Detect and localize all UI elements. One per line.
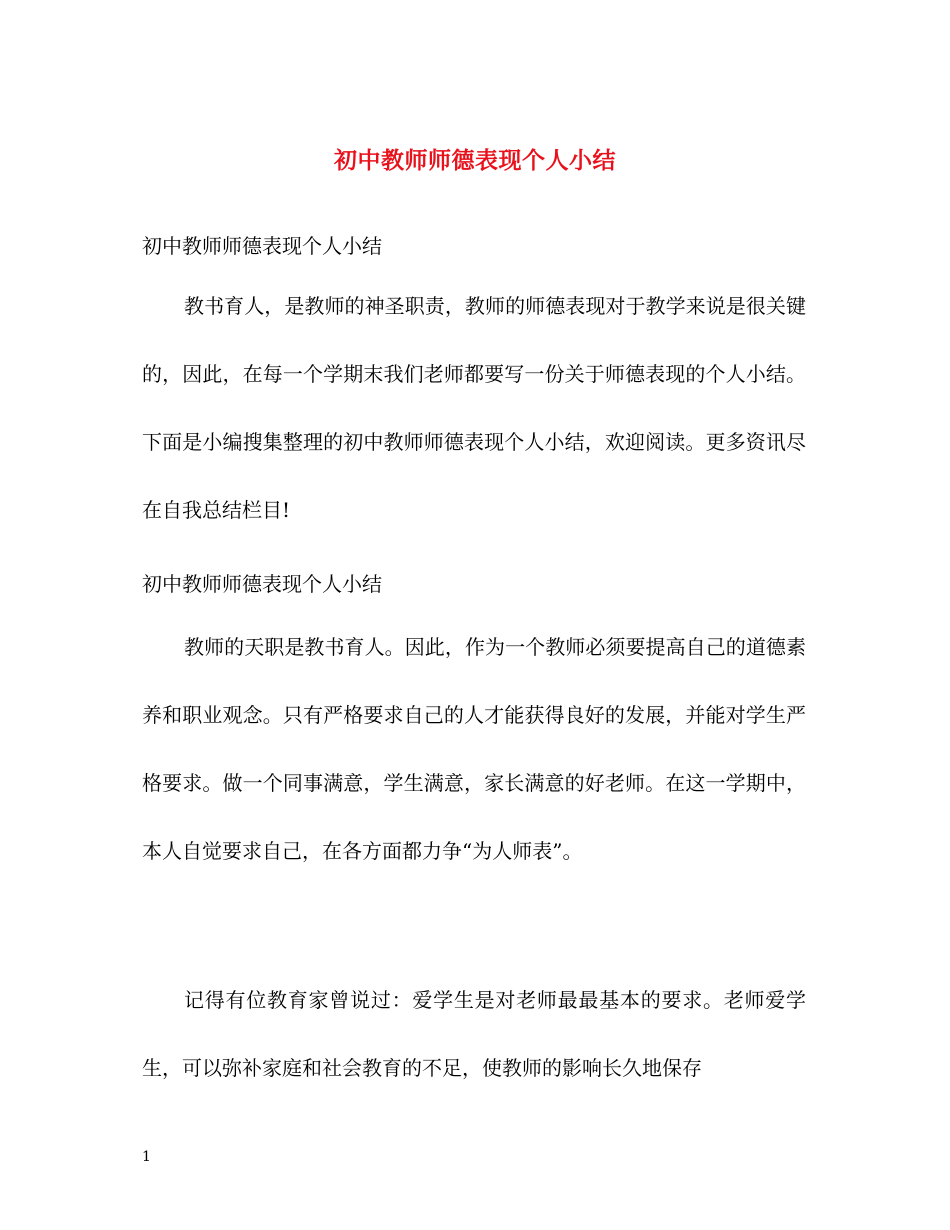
paragraph-2: 教师的天职是教书育人。因此，作为一个教师必须要提高自己的道德素养和职业观念。只有严格要求自己的人才能获得良好的发展，并能对学生严格要求。做一个同事满意，学生满意，家长满意的好老师。在这一学期中，本人自觉要求自己，在各方面都力争“为人师表”。 — [142, 635, 806, 863]
document-title: 初中教师师德表现个人小结 — [334, 147, 616, 174]
subheading-2: 初中教师师德表现个人小结 — [142, 572, 382, 596]
subheading-1: 初中教师师德表现个人小结 — [142, 234, 382, 258]
page-number: 1 — [142, 1149, 151, 1165]
paragraph-1: 教书育人，是教师的神圣职责，教师的师德表现对于教学来说是很关键的，因此，在每一个学期末我们老师都要写一份关于师德表现的个人小结。下面是小编搜集整理的初中教师师德表现个人小结，欢迎阅读。更多资讯尽在自我总结栏目! — [142, 294, 806, 522]
paragraph-3: 记得有位教育家曾说过：爱学生是对老师最最基本的要求。老师爱学生，可以弥补家庭和社会教育的不足，使教师的影响长久地保存 — [142, 988, 806, 1080]
